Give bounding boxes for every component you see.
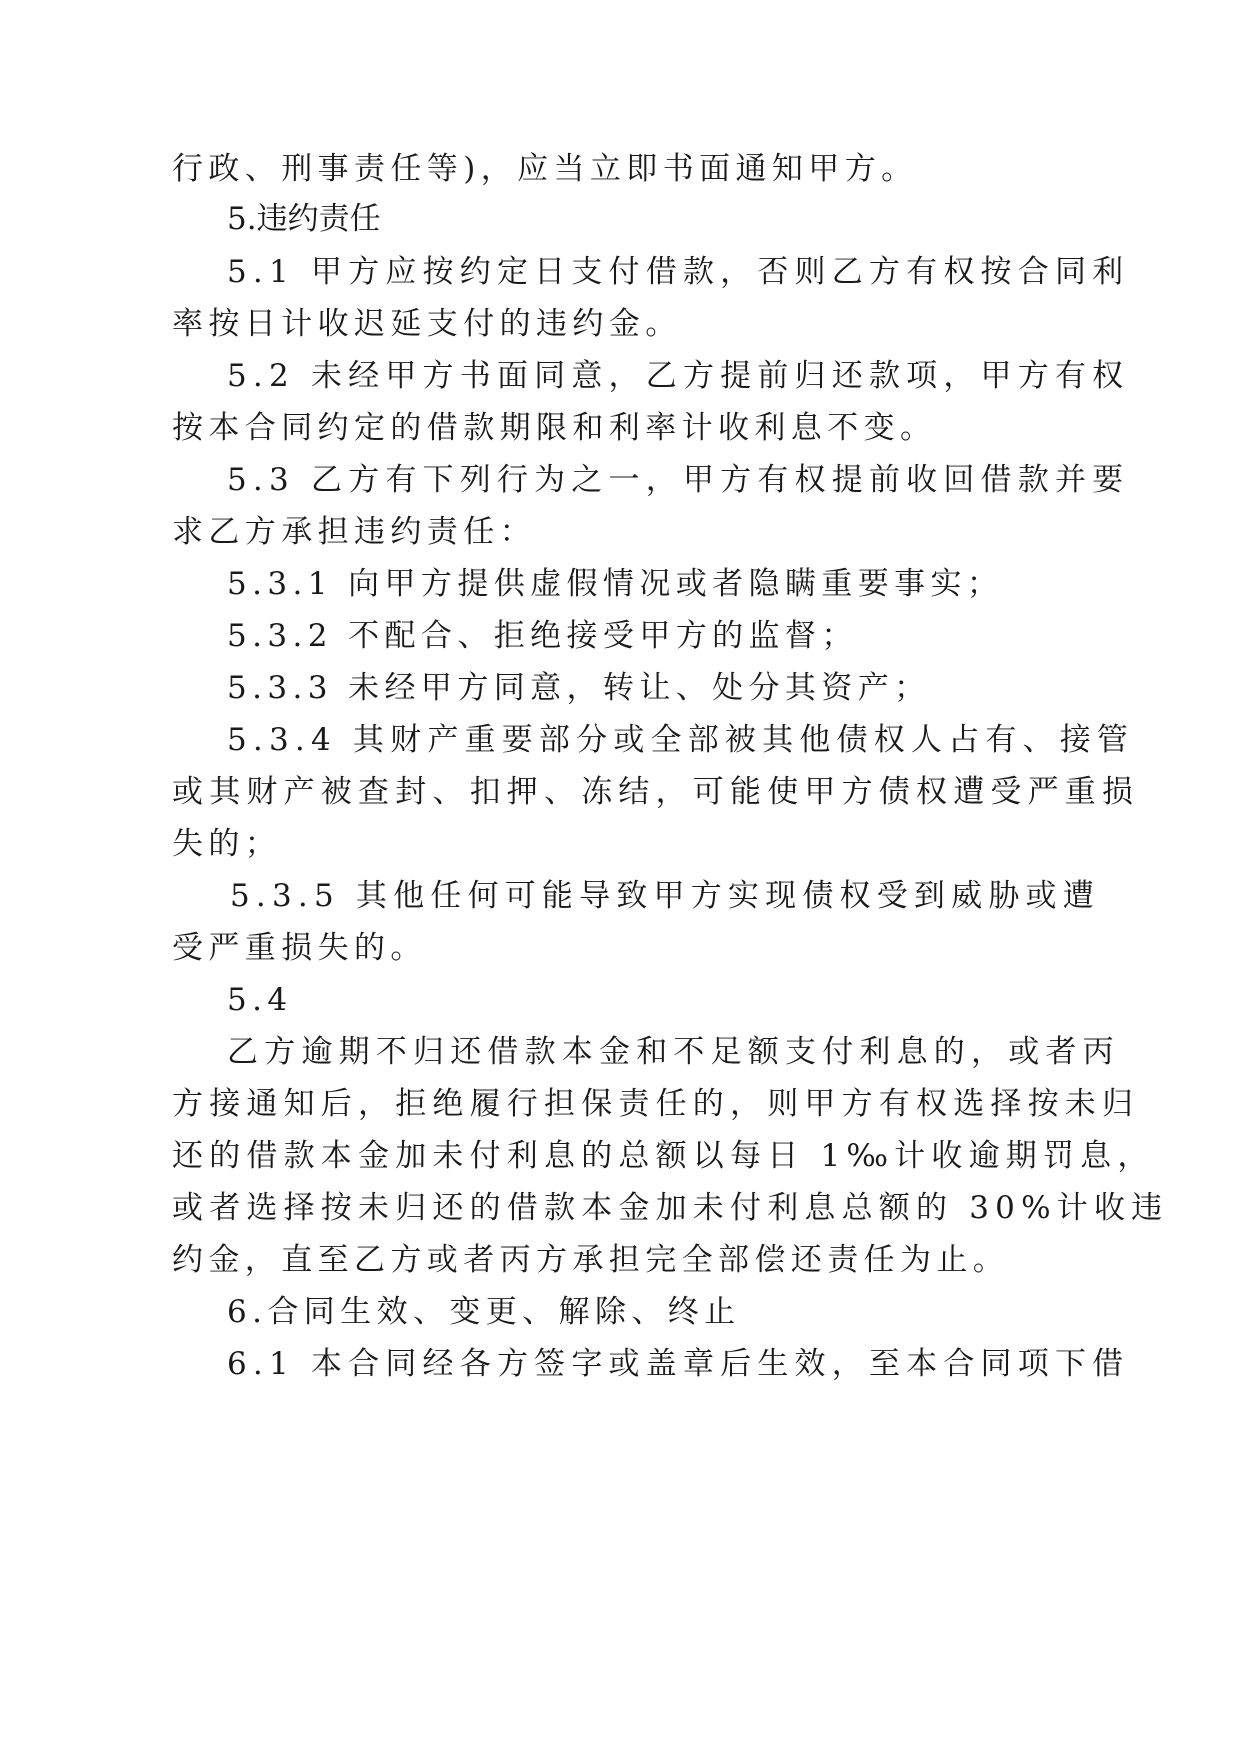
text-line-1: 行政、刑事责任等)，应当立即书面通知甲方。 xyxy=(172,151,918,187)
text-line-5-3-cont: 求乙方承担违约责任： xyxy=(172,514,536,550)
text-line-5-4-body-5: 约金，直至乙方或者丙方承担完全部偿还责任为止。 xyxy=(172,1242,1010,1278)
text-line-5-3-2: 5.3.2 不配合、拒绝接受甲方的监督； xyxy=(227,618,858,654)
text-line-5-4-body-3: 还的借款本金加未付利息的总额以每日 1‰计收逾期罚息， xyxy=(172,1138,1155,1174)
text-line-5-3-4-end: 失的； xyxy=(172,826,282,862)
text-line-5-3-4-cont: 或其财产被查封、扣押、冻结，可能使甲方债权遭受严重损 xyxy=(172,774,1140,810)
text-line-5-4-body-4: 或者选择按未归还的借款本金加未付利息总额的 30%计收违 xyxy=(172,1190,1169,1226)
text-line-5-2: 5.2 未经甲方书面同意，乙方提前归还款项，甲方有权 xyxy=(227,358,1130,394)
text-line-5-3-3: 5.3.3 未经甲方同意，转让、处分其资产； xyxy=(227,670,931,706)
text-line-5-3-5-cont: 受严重损失的。 xyxy=(172,930,427,966)
section-heading-6: 6.合同生效、变更、解除、终止 xyxy=(227,1294,741,1330)
text-line-5-3-1: 5.3.1 向甲方提供虚假情况或者隐瞒重要事实； xyxy=(227,566,1004,602)
text-line-6-1: 6.1 本合同经各方签字或盖章后生效，至本合同项下借 xyxy=(227,1346,1130,1382)
text-line-5-3-5: 5.3.5 其他任何可能导致甲方实现债权受到威胁或遭 xyxy=(230,878,1100,914)
text-line-5-1: 5.1 甲方应按约定日支付借款，否则乙方有权按合同利 xyxy=(227,254,1130,290)
text-line-5-3-4: 5.3.4 其财产重要部分或全部被其他债权人占有、接管 xyxy=(227,722,1135,758)
text-line-5-1-cont: 率按日计收迟延支付的违约金。 xyxy=(172,306,682,342)
text-line-5-4-body: 乙方逾期不归还借款本金和不足额支付利息的，或者丙 xyxy=(227,1034,1120,1070)
text-line-5-4-body-2: 方接通知后，拒绝履行担保责任的，则甲方有权选择按未归 xyxy=(172,1086,1140,1122)
text-line-5-2-cont: 按本合同约定的借款期限和利率计收利息不变。 xyxy=(172,410,937,446)
text-line-5-4: 5.4 xyxy=(227,982,293,1018)
text-line-5-3: 5.3 乙方有下列行为之一，甲方有权提前收回借款并要 xyxy=(227,462,1130,498)
section-heading-5: 5.违约责任 xyxy=(227,201,381,237)
